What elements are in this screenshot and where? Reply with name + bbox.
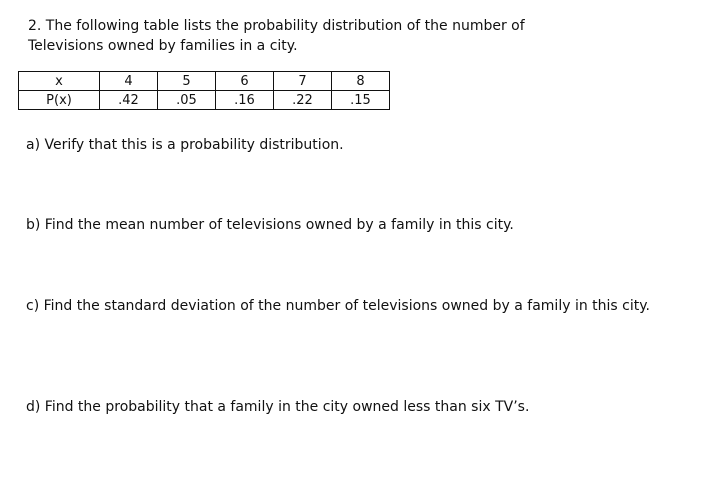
table-header-px: P(x) bbox=[19, 91, 100, 110]
table-cell-p-4: .22 bbox=[274, 91, 332, 110]
table-cell-p-2: .05 bbox=[158, 91, 216, 110]
table-cell-x-4: 7 bbox=[274, 72, 332, 91]
table-cell-x-3: 6 bbox=[216, 72, 274, 91]
probability-distribution-table bbox=[18, 71, 390, 110]
question-a: a) Verify that this is a probability distribution. bbox=[26, 137, 344, 153]
table-row-px bbox=[19, 91, 390, 110]
table-row-x bbox=[19, 72, 390, 91]
table-cell-x-1: 4 bbox=[100, 72, 158, 91]
question-b: b) Find the mean number of televisions owned by a family in this city. bbox=[26, 217, 514, 233]
table-cell-p-1: .42 bbox=[100, 91, 158, 110]
question-c: c) Find the standard deviation of the number of televisions owned by a family in this city. bbox=[26, 298, 650, 314]
table-cell-p-3: .16 bbox=[216, 91, 274, 110]
table-header-x: x bbox=[19, 72, 100, 91]
problem-intro-line-1: 2. The following table lists the probability distribution of the number of bbox=[28, 18, 525, 34]
table-cell-p-5: .15 bbox=[332, 91, 390, 110]
problem-intro-line-2: Televisions owned by families in a city. bbox=[28, 38, 298, 54]
table-cell-x-2: 5 bbox=[158, 72, 216, 91]
question-d: d) Find the probability that a family in the city owned less than six TV’s. bbox=[26, 399, 530, 415]
table-cell-x-5: 8 bbox=[332, 72, 390, 91]
problem-statement bbox=[28, 16, 588, 56]
